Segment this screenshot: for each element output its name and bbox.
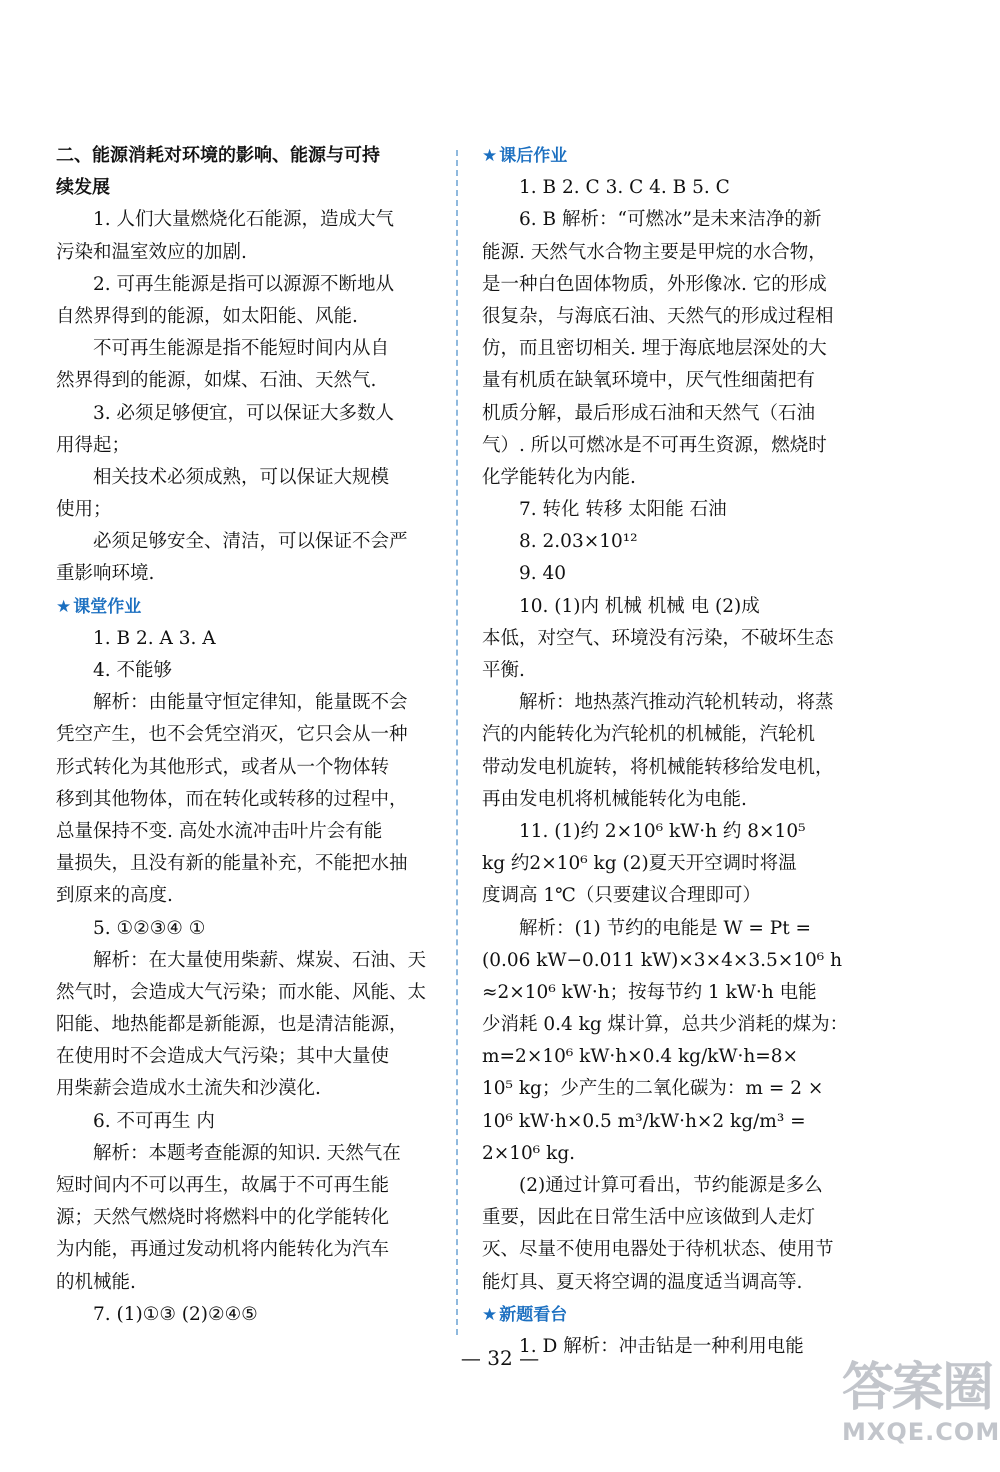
text-line: 平衡. [482,660,525,681]
text-line: 10. (1)内 机械 机械 电 (2)成 [519,595,760,617]
text-line: 然气时，会造成大气污染；而水能、风能、太 [56,981,427,1003]
watermark-logo [842,1358,1000,1468]
text-line: 量有机质在缺氧环境中，厌气性细菌把有 [482,370,816,392]
text-line: m=2×10⁶ kW·h×0.4 kg/kW·h=8× [482,1046,799,1068]
text-line: 带动发电机旋转，将机械能转移给发电机， [482,756,834,778]
homework-text-block [482,172,862,1299]
text-line: 仿，而且密切相关. 埋于海底地层深处的大 [482,338,827,360]
section-heading-line-1: 二、能源消耗对环境的影响、能源与可持 [56,145,380,166]
classwork-section-title: ★ 课堂作业 [56,596,142,617]
text-line: 2. 可再生能源是指可以源源不断地从 [93,273,395,295]
text-line: 的机械能. [56,1271,136,1293]
text-line: 2×10⁶ kg. [482,1142,576,1164]
text-line: 解析：在大量使用柴薪、煤炭、石油、天 [93,949,427,971]
text-line: 量损失，且没有新的能量补充，不能把水抽 [56,853,408,875]
left-column [56,140,431,1331]
text-line: 源；天然气燃烧时将燃料中的化学能转化 [56,1207,390,1229]
text-line: 1. 人们大量燃烧化石能源，造成大气 [93,209,395,231]
text-line: 解析：本题考查能源的知识. 天然气在 [93,1142,401,1164]
classwork-text-block [56,623,431,1331]
text-line: 5. ①②③④ ① [93,917,206,939]
text-line: 凭空产生，也不会凭空消灭，它只会从一种 [56,724,408,746]
text-line: 总量保持不变. 高处水流冲击叶片会有能 [56,820,383,842]
left-text-block [56,204,431,590]
text-line: 为内能，再通过发动机将内能转化为汽车 [56,1239,390,1261]
text-line: 短时间内不可以再生，故属于不可再生能 [56,1175,390,1196]
text-line: 能源. 天然气水合物主要是甲烷的水合物， [482,241,827,263]
new-questions-section-title: ★ 新题看台 [482,1304,568,1325]
page-number: — 32 — [460,1346,540,1370]
text-line: (0.06 kW−0.011 kW)×3×4×3.5×10⁶ h [482,949,843,971]
star-icon: ★ [482,1304,498,1325]
text-line: 使用； [56,499,112,521]
text-line: 能灯具、夏天将空调的温度适当调高等. [482,1271,803,1293]
text-line: 化学能转化为内能. [482,466,636,488]
text-line: ≈2×10⁶ kW·h；按每节约 1 kW·h 电能 [482,981,817,1003]
text-line: 在使用时不会造成大气污染；其中大量使 [56,1046,390,1068]
text-line: 4. 不能够 [93,660,173,681]
text-line: 阳能、地热能都是新能源，也是清洁能源， [56,1014,408,1036]
text-line: 6. B 解析：“可燃冰”是未来洁净的新 [519,209,822,231]
text-line: 机质分解，最后形成石油和天然气（石油 [482,402,816,424]
text-line: 11. (1)约 2×10⁶ kW·h 约 8×10⁵ [519,820,806,842]
text-line: 3. 必须足够便宜，可以保证大多数人 [93,402,395,424]
answer-line: 1. D 解析：冲击钻是一种利用电能 [519,1335,804,1357]
text-line: 很复杂，与海底石油、天然气的形成过程相 [482,305,834,327]
text-line: 解析：(1) 节约的电能是 W = Pt = [519,917,812,939]
text-line: 7. 转化 转移 太阳能 石油 [519,499,727,521]
text-line: 10⁵ kg；少产生的二氧化碳为：m = 2 × [482,1078,824,1100]
text-line: 移到其他物体，而在转化或转移的过程中， [56,788,408,810]
text-line: 是一种白色固体物质，外形像冰. 它的形成 [482,273,827,295]
text-line: 8. 2.03×10¹² [519,531,638,553]
text-line: 1. B 2. C 3. C 4. B 5. C [519,177,730,199]
text-line: 再由发电机将机械能转化为电能. [482,788,747,810]
text-line: 形式转化为其他形式，或者从一个物体转 [56,756,390,778]
text-line: 汽的内能转化为汽轮机的机械能，汽轮机 [482,724,816,746]
text-line: 10⁶ kW·h×0.5 m³/kW·h×2 kg/m³ = [482,1110,806,1132]
text-line: 重影响环境. [56,563,155,585]
text-line: 1. B 2. A 3. A [93,627,216,649]
text-line: 必须足够安全、清洁，可以保证不会严 [93,531,408,553]
section-heading-line-2: 续发展 [56,177,110,199]
text-line: 灭、尽量不使用电器处于待机状态、使用节 [482,1239,834,1261]
text-line: 6. 不可再生 内 [93,1110,215,1132]
text-line: 然界得到的能源，如煤、石油、天然气. [56,370,377,392]
star-icon: ★ [56,596,72,617]
text-line: (2)通过计算可看出，节约能源是多么 [519,1175,823,1196]
watermark-logo-text: 答案圈 [842,1358,993,1418]
text-line: 本低，对空气、环境没有污染，不破坏生态 [482,627,834,649]
right-column [482,140,862,1363]
text-line: 9. 40 [519,563,567,585]
homework-section-title: ★ 课后作业 [482,146,568,166]
text-line: 解析：由能量守恒定律知，能量既不会 [93,692,408,714]
text-line: 自然界得到的能源，如太阳能、风能. [56,305,358,327]
text-line: 气）. 所以可燃冰是不可再生资源，燃烧时 [482,434,827,456]
text-line: 重要，因此在日常生活中应该做到人走灯 [482,1207,816,1229]
text-line: kg 约2×10⁶ kg (2)夏天开空调时将温 [482,853,797,875]
text-line: 到原来的高度. [56,885,173,907]
text-line: 相关技术必须成熟，可以保证大规模 [93,466,390,488]
column-divider [456,150,458,1335]
text-line: 度调高 1℃（只要建议合理即可） [482,885,761,907]
text-line: 污染和温室效应的加剧. [56,241,247,263]
star-icon: ★ [482,146,498,166]
watermark-site-text: MXQE.COM [842,1418,1000,1446]
text-line: 少消耗 0.4 kg 煤计算，总共少消耗的煤为： [482,1014,849,1036]
text-line: 不可再生能源是指不能短时间内从自 [93,338,390,360]
text-line: 用得起； [56,434,131,456]
text-line: 7. (1)①③ (2)②④⑤ [93,1303,258,1325]
text-line: 用柴薪会造成水土流失和沙漠化. [56,1078,321,1100]
text-line: 解析：地热蒸汽推动汽轮机转动，将蒸 [519,692,834,714]
